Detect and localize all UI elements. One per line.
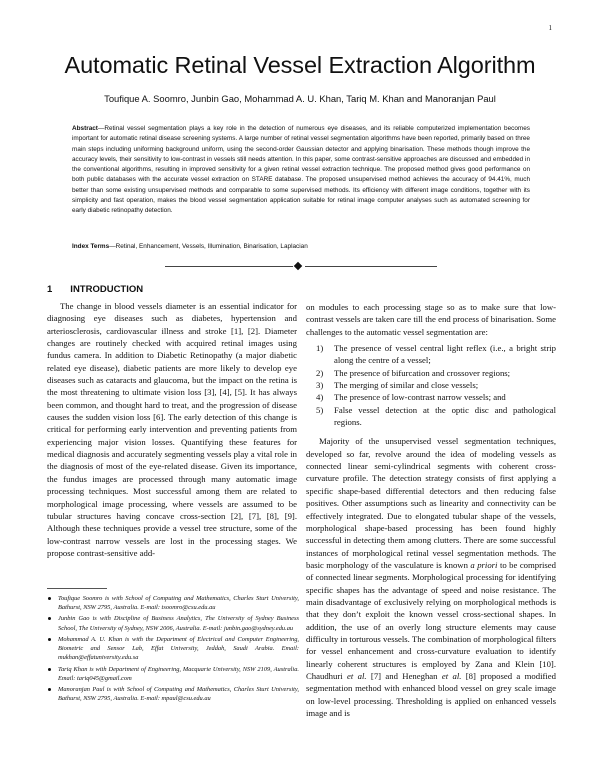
separator-line-right: [305, 266, 437, 267]
section-heading: [47, 284, 143, 295]
footnote-item: Tariq Khan is with Department of Engineering, Macquarie University, NSW 2109, Australia. Email: tariq045@gmail.com: [47, 665, 299, 683]
list-item-number: 5): [316, 404, 324, 415]
list-item-text: The presence of low-contrast narrow vessels; and: [334, 392, 506, 403]
author-footnotes: [47, 594, 299, 706]
continued-paragraph: on modules to each processing stage so as to make sure that low-contrast vessels are taken care till the end process of binarisation. Some challenges to the automatic vessel segmentation are:: [306, 302, 556, 337]
intro-paragraph: The change in blood vessels diameter is an essential indicator for diagnosing eye diseases such as diabetes, hypertension and arteriosclerosis, cardiovascular illness and stroke [1], [2]. Diameter changes are routinely checked with acquired retinal images using fundus camera. In addition to Diabetic Retinopathy (a major diabetic related eye disease), diabetic patients are more likely to develop eye diseases such as cataracts and glaucoma, but the impact on the retina is the most threatening to ultimate vision loss [3], [4], [5]. It has always been common, and thought hard to treat, and the progression of disease causes the sudden vision loss [6]. The early detection of this change is critical for performing early intervention and preventing patients from experiencing major vision losses. Quantifying these features for medical diagnosis and accurately segmenting vessels play a vital role in the diagnosis of most of the eye-related disease. Given its importance, the fundus images are processed through many automatic image processing techniques. Most successful among them are related to morphological image processing, where vessels are assumed to be tubular structures having concave cross-section [2], [7], [8], [9]. Although these techniques provide a vessel tree structure, some of the low-contrast narrow vessels are lost in the processing stages. We propose contrast-sensitive add-: [47, 301, 297, 558]
diamond-icon: [294, 262, 302, 270]
list-item-number: 2): [316, 367, 324, 378]
paper-title: Automatic Retinal Vessel Extraction Algorithm: [64, 52, 536, 78]
section-separator: [0, 262, 600, 272]
section-title-rest: NTRODUCTION: [72, 284, 144, 295]
footnote-item: Junbin Gao is with Discipline of Business Analytics, The University of Sydney Business School, The University of Sydney, NSW 2006, Australia. E-mail: junbin.gao@sydney.edu.au: [47, 614, 299, 632]
abstract: [72, 124, 530, 217]
footnote-item: Toufique Soomro is with School of Computing and Mathematics, Charles Sturt University, Bathurst, NSW 2795, Australia. E-mail: tsoomro@csu.edu.au: [47, 594, 299, 612]
body-text-italic: a priori: [470, 559, 498, 570]
challenge-list: [306, 342, 556, 428]
list-item-text: The presence of vessel central light reflex (i.e., a bright strip along the centre of a vessel;: [334, 343, 556, 366]
list-item-number: 1): [316, 343, 324, 354]
list-item-number: 3): [316, 380, 324, 391]
index-terms-label: Index Terms: [72, 243, 110, 250]
body-paragraph: [306, 435, 556, 719]
index-terms-text: —Retinal, Enhancement, Vessels, Illumination, Binarisation, Laplacian: [109, 243, 308, 250]
right-column: [306, 301, 556, 719]
section-number: 1: [47, 284, 53, 295]
section-title-first-letter: I: [70, 284, 73, 295]
author-list: Toufique A. Soomro, Junbin Gao, Mohammad A. U. Khan, Tariq M. Khan and Manoranjan Paul: [104, 93, 496, 104]
list-item: [306, 379, 556, 391]
index-terms: [72, 243, 530, 250]
list-item-text: The presence of bifurcation and crossover regions;: [334, 367, 511, 378]
body-text-italic: et al.: [441, 670, 462, 681]
page-number: 1: [548, 24, 552, 32]
left-column: [47, 300, 297, 559]
body-text: to be comprised of connected linear segments. Morphological processing for identifying specific shapes has the advantage of speed and noise resistance. The main disadvantage of exclusively relying on morphological methods is that they don’t exploit the known vessel cross-sectional shapes. In addition, the use of an overly long structure elements may cause difficulty in torturous vessels. The combination of morphological filters for vessel enhancement and cross-curvature evaluation to identify linearly coherent structures is employed by Zana and Klein [10]. Chaudhuri: [306, 559, 557, 681]
list-item-text: False vessel detection at the optic disc and pathological regions.: [334, 404, 556, 428]
abstract-text: —Retinal vessel segmentation plays a key role in the detection of numerous eye diseases, and its reliable computerized implementation becomes important for automatic retinal disease screening systems. A large number of retinal vessel segmentation algorithms have been reported, primarily based on three main steps including uniforming background uniform, using the second-order Gaussian detector and applying binarisation. These methods though improve the accuracy levels, their sensitivity to low-contrast in vessels still needs attention. In this paper, some contrast-sensitive approaches are discussed and embedded in the conventional algorithms, resulting in improved sensitivity for a given retinal vessel extraction technique. The proposed method gives good performance on both public databases with the accurate vessel extraction on STARE database. The proposed unsupervised method achieves the accuracy of 94.41%, much better than some existing unsupervised methods and comparable to some supervised methods. Its efficiency with different image conditions, together with its simplicity and fast operation, makes the blood vessel segmentation application suitable for retinal image computer analyses such as automated screening for early diabetic retinopathy detection.: [72, 125, 530, 215]
list-item: [306, 404, 556, 429]
list-item: [306, 342, 556, 367]
list-item: [306, 391, 556, 403]
body-text: Majority of the unsupervised vessel segmentation techniques, developed so far, revolve around the idea of modeling vessels as connected linear semi-cylindrical segments with coherent cross-curvature profile. The detection strategy consists of first applying a specific shape-based differential detectors and then reducing false positives. Other assumptions such as linearity and connectivity can be effectively integrated. Due to elongated tubular shape of the vessels, morphological shape-based processing has been found highly successful in detecting them among clutters. There are some successful instances of morphological retinal vessel segmentation methods. The basic morphology of the vasculature is known: [306, 436, 556, 570]
list-item-text: The merging of similar and close vessels;: [334, 380, 479, 391]
list-item-number: 4): [316, 392, 324, 403]
footnote-item: Manoranjan Paul is with School of Computing and Mathematics, Charles Sturt University, Bathurst, NSW 2795, Australia. E-mail: mpaul@csu.edu.au: [47, 685, 299, 703]
separator-line-left: [165, 266, 293, 267]
abstract-label: Abstract: [72, 125, 98, 132]
body-text-italic: et al.: [347, 670, 367, 681]
footnote-item: Mohammad A. U. Khan is with the Department of Electrical and Computer Engineering, Biometric and Sensor Lab, Effat University, Jeddah, Saudi Arabia. Email: mukhan@effatuniversity.edu.sa: [47, 635, 299, 662]
body-text: [8] proposed a modified segmentation method with enhanced blood vessel on grey scale image on low-level processing. Thresholding is applied on enhanced vessels image and is: [306, 670, 556, 718]
list-item: [306, 367, 556, 379]
body-text: [7] and Heneghan: [366, 670, 442, 681]
footnote-rule: [47, 588, 107, 589]
